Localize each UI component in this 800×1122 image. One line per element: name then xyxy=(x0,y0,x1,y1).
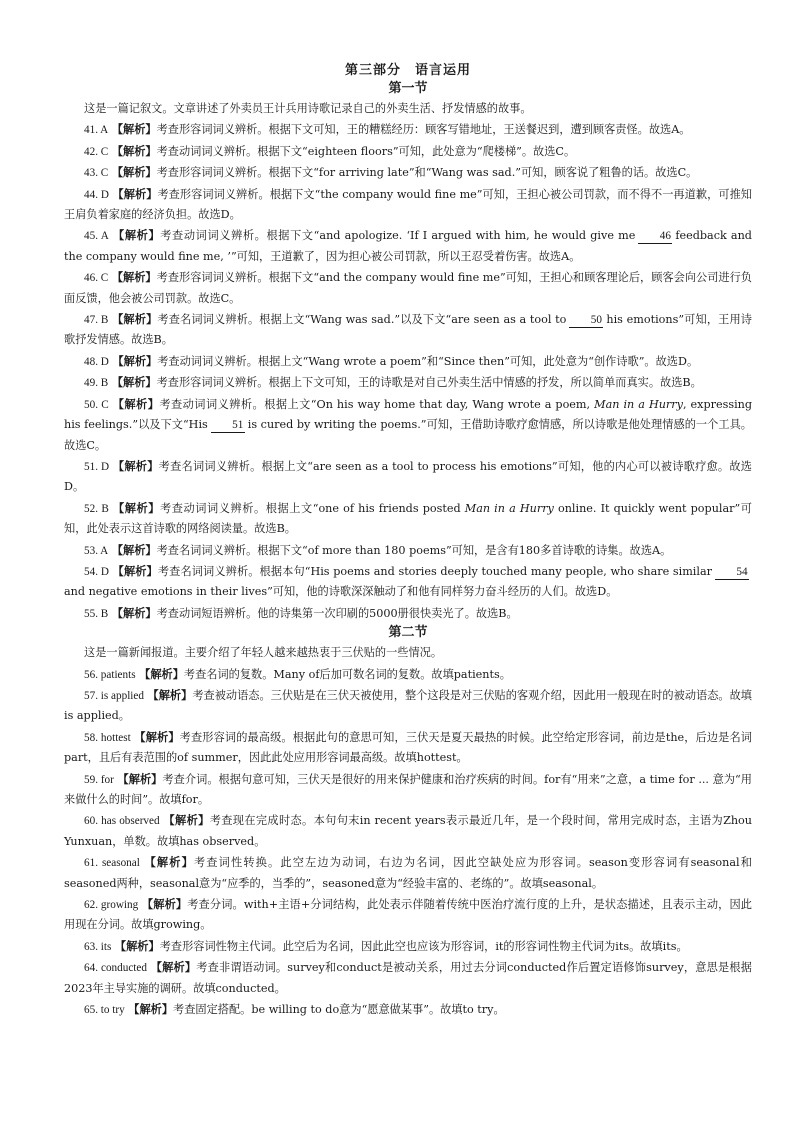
answer-45: 45. A 【解析】考查动词词义辨析。根据下文“and apologize. ‘If I argued with him, he would give me 46 feedback and the company would fine me, ’”可知，王道歉了，因为担心被公司罚款，所以王忍受着伤害。故选A。 xyxy=(64,228,752,263)
answer-57: 57. is applied 【解析】考查被动语态。三伏贴是在三伏天被使用，整个这段是对三伏贴的客观介绍，因此用一般现在时的被动语态。故填is applied。 xyxy=(64,687,752,723)
answer-59: 59. for 【解析】考查介词。根据句意可知，三伏天是很好的用来保护健康和治疗疾病的时间。for有“用来”之意，a time for ... 意为“用来做什么的时间”。故填for。 xyxy=(64,771,752,806)
section2-intro: 这是一篇新闻报道。主要介绍了年轻人越来越热衷于三伏贴的一些情况。 xyxy=(84,646,443,660)
answer-51: 51. D 【解析】考查名词词义辨析。根据上文“are seen as a tool to process his emotions”可知，他的内心可以被诗歌疗愈。故选D。 xyxy=(64,458,752,494)
answer-60: 60. has observed 【解析】考查现在完成时态。本句句末in recent years表示最近几年，是一个段时间，常用完成时态，主语为Zhou Yunxuan，单数。故填has observed。 xyxy=(64,813,752,848)
answer-43: 43. C 【解析】考查形容词词义辨析。根据下文“for arriving late”和“Wang was sad.”可知，顾客说了粗鲁的话。故选C。 xyxy=(84,165,698,180)
part-title: 第三部分 语言运用 xyxy=(344,63,471,78)
answer-65: 65. to try 【解析】考查固定搭配。be willing to do意为“愿意做某事”。故填to try。 xyxy=(84,1002,505,1017)
answer-50: 50. C 【解析】考查动词词义辨析。根据上文“On his way home that day, Wang wrote a poem, Man in a Hurry, expressing his feelings.”以及下文“His 51 is cured by writing the poems.”可知，王借助诗歌疗愈情感，所以诗歌是他处理情感的一个工具。故选C。 xyxy=(64,396,753,452)
section1-intro: 这是一篇记叙文。文章讲述了外卖员王计兵用诗歌记录自己的外卖生活、抒发情感的故事。 xyxy=(84,102,532,115)
answer-44: 44. D 【解析】考查形容词词义辨析。根据下文“the company would fine me”可知，王担心被公司罚款，而不得不一再道歉，可推知王肩负着家庭的经济负担。故选D。 xyxy=(64,186,752,222)
blank-51: 51 xyxy=(211,419,245,433)
answer-64: 64. conducted 【解析】考查非谓语动词。survey和conduct是被动关系，用过去分词conducted作后置定语修饰survey，意思是根据2023年主导实施的调研。故填conducted。 xyxy=(64,960,752,995)
answer-63: 63. its 【解析】考查形容词性物主代词。此空后为名词，因此此空也应该为形容词，it的形容词性物主代词为its。故填its。 xyxy=(84,938,688,953)
answer-52: 52. B 【解析】考查动词词义辨析。根据上文“one of his friends posted Man in a Hurry online. It quickly went popular”可知，此处表示这首诗歌的网络阅读量。故选B。 xyxy=(64,500,752,536)
answer-41: 41. A 【解析】考查形容词词义辨析。根据下文可知，王的糟糕经历：顾客写错地址，王送餐迟到，遭到顾客责怪。故选A。 xyxy=(84,122,691,137)
section1-title: 第一节 xyxy=(388,81,428,96)
answer-42: 42. C 【解析】考查动词词义辨析。根据下文“eighteen floors”可知，此处意为“爬楼梯”。故选C。 xyxy=(84,143,576,158)
answer-55: 55. B 【解析】考查动词短语辨析。他的诗集第一次印刷的5000册很快卖光了。故选B。 xyxy=(84,605,518,620)
answer-46: 46. C 【解析】考查形容词词义辨析。根据下文“and the company would fine me”可知，王担心和顾客理论后，顾客会向公司进行负面反馈，他会被公司罚款。故选C。 xyxy=(64,270,752,305)
answer-49: 49. B 【解析】考查形容词词义辨析。根据上下文可知，王的诗歌是对自己外卖生活中情感的抒发，所以简单而真实。故选B。 xyxy=(84,375,702,390)
answer-47: 47. B 【解析】考查名词词义辨析。根据上文“Wang was sad.”以及下文“are seen as a tool to 50 his emotions”可知，王用诗歌抒发情感。故选B。 xyxy=(64,312,752,347)
answer-58: 58. hottest 【解析】考查形容词的最高级。根据此句的意思可知，三伏天是夏天最热的时候。此空给定形容词，前边是the，后边是名词part，且后有表范围的of summer，因此此处应用形容词最高级。故填hottest。 xyxy=(64,729,752,765)
answer-56: 56. patients 【解析】考查名词的复数。Many of后加可数名词的复数。故填patients。 xyxy=(84,666,511,681)
section2-title: 第二节 xyxy=(388,625,428,641)
answer-61: 61. seasonal 【解析】考查词性转换。此空左边为动词，右边为名词，因此空缺处应为形容词。season变形容词有seasonal和seasoned两种，seasonal意为“应季的，当季的”，seasoned意为“经验丰富的、老练的”。故填seasonal。 xyxy=(64,855,752,890)
answer-54: 54. D 【解析】考查名词词义辨析。根据本句“His poems and stories deeply touched many people, who share similar 54and negative emotions in their lives”可知，他的诗歌深深触动了和他有同样努力奋斗经历的人们。故选D。 xyxy=(64,563,748,599)
blank-46: 46 xyxy=(638,230,672,244)
answer-62: 62. growing 【解析】考查分词。with+主语+分词结构，此处表示伴随着传统中医治疗流行度的上升，是状态描述，且表示主动，因此用现在分词。故填growing。 xyxy=(64,897,752,932)
answer-53: 53. A 【解析】考查名词词义辨析。根据下文“of more than 180 poems”可知，是含有180多首诗歌的诗集。故选A。 xyxy=(84,542,672,557)
blank-50: 50 xyxy=(569,314,603,328)
blank-54: 54 xyxy=(715,566,749,580)
answer-48: 48. D 【解析】考查动词词义辨析。根据上文“Wang wrote a poem”和“Since then”可知，此处意为“创作诗歌”。故选D。 xyxy=(84,353,699,368)
